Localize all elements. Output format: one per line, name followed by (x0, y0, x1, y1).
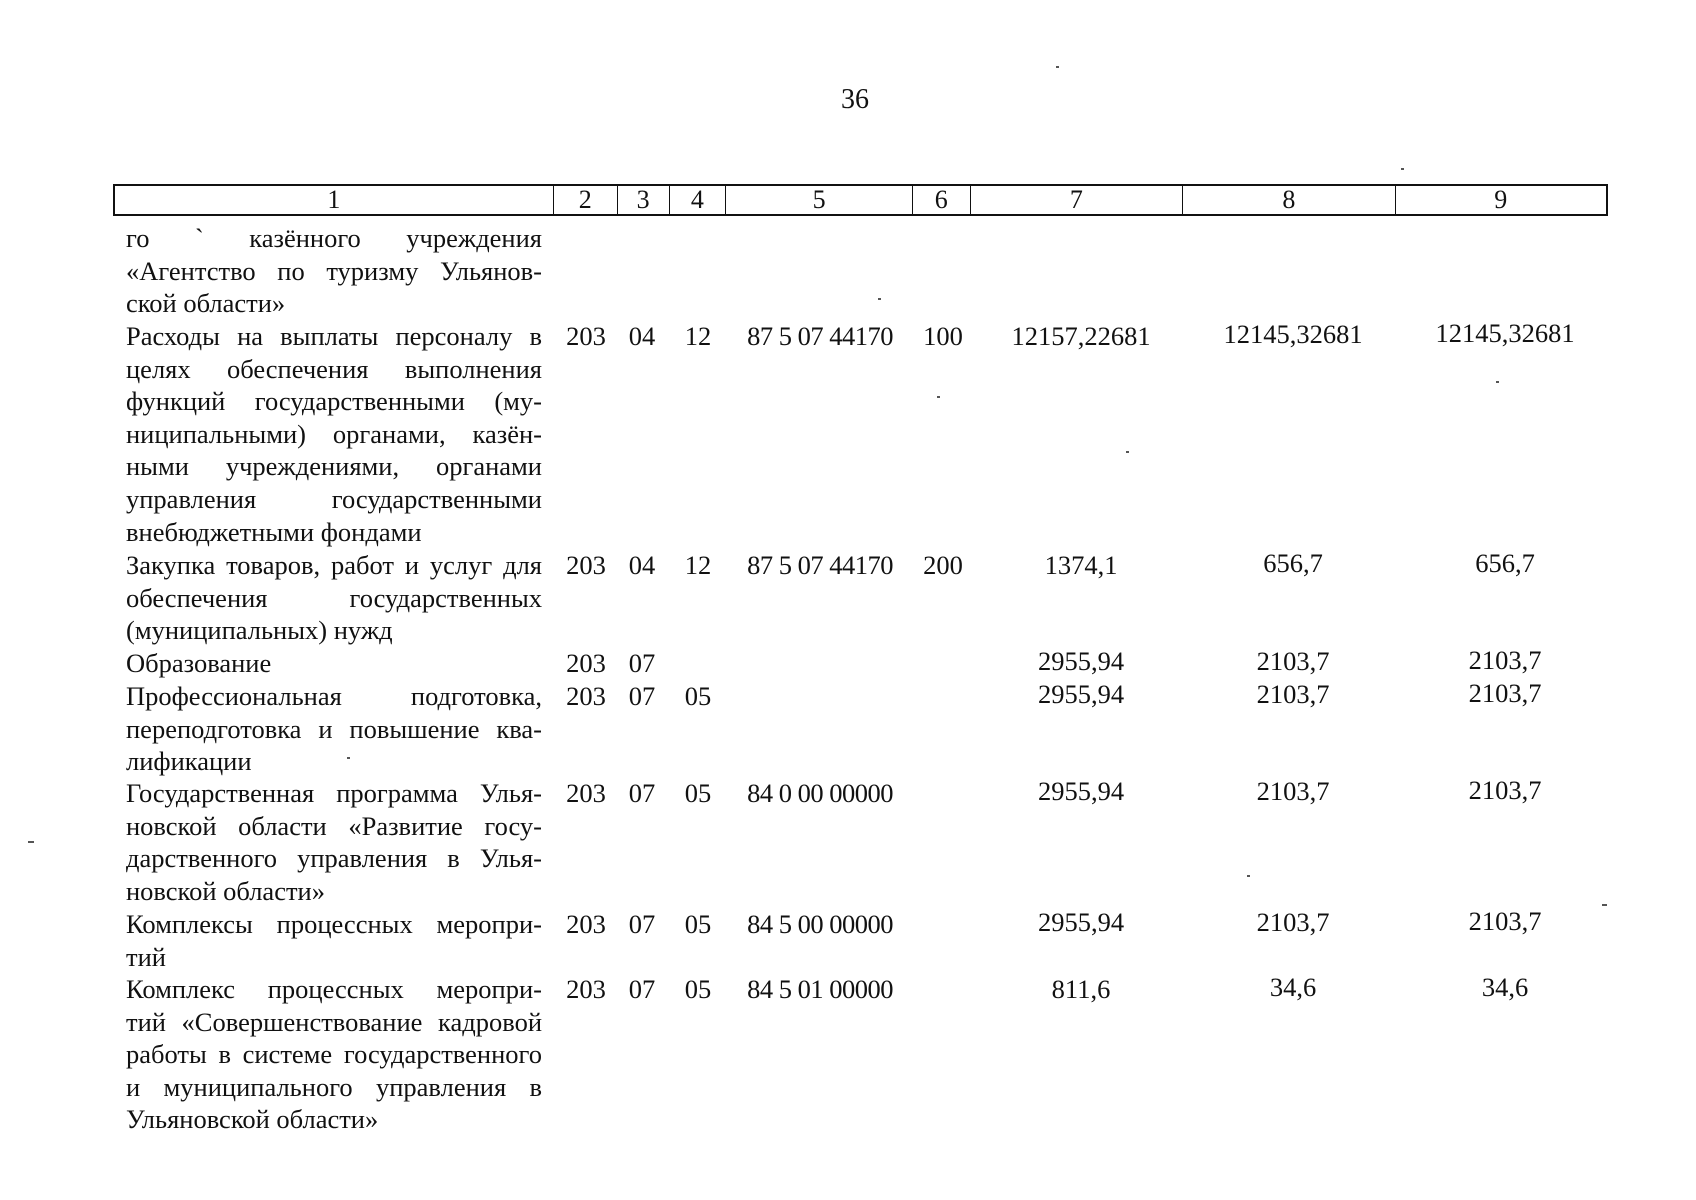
description-line: Государственная программа Улья- (126, 778, 542, 808)
column-header-row (113, 184, 1608, 216)
cell-col-3: 07 (628, 974, 656, 1004)
cell-col-3: 04 (628, 550, 656, 580)
cell-col-9: 2103,7 (1468, 645, 1542, 675)
cell-col-7: 2955,94 (1037, 646, 1125, 676)
description-line: (муниципальных) нужд (126, 615, 393, 646)
cell-col-5: 84 5 00 00000 (747, 909, 893, 939)
description-line: переподготовка и повышение ква- (126, 713, 542, 744)
cell-col-7: 2955,94 (1037, 679, 1125, 709)
cell-col-2: 203 (566, 909, 606, 939)
scan-speck (937, 396, 940, 398)
page-number: 36 (841, 84, 869, 115)
row-description (126, 908, 542, 973)
cell-col-7: 1374,1 (1044, 550, 1118, 580)
description-line: тий «Совершенствование кадровой (126, 1006, 542, 1037)
column-header-3: 3 (618, 186, 670, 214)
cell-col-4: 12 (684, 321, 712, 351)
description-line: Ульяновской области» (126, 1104, 379, 1135)
column-header-2: 2 (554, 186, 618, 214)
row-description (126, 680, 542, 778)
scan-speck (1602, 904, 1607, 906)
cell-col-8: 34,6 (1269, 972, 1317, 1002)
description-line: ской области» (126, 288, 286, 319)
description-line: работы в системе государственного (126, 1039, 542, 1070)
cell-col-9: 34,6 (1481, 972, 1529, 1002)
description-line: Профессиональная подготовка, (126, 681, 542, 711)
cell-col-3: 07 (628, 909, 656, 939)
description-line: лификации (126, 746, 252, 777)
row-description (126, 973, 542, 1136)
cell-col-4: 05 (684, 681, 712, 711)
description-line: «Агентство по туризму Ульянов- (126, 255, 542, 286)
scan-speck (28, 841, 34, 843)
cell-col-8: 2103,7 (1256, 646, 1330, 676)
row-description (126, 222, 542, 320)
scan-speck (878, 298, 881, 300)
cell-col-4: 12 (684, 550, 712, 580)
cell-col-2: 203 (566, 648, 606, 678)
cell-col-2: 203 (566, 681, 606, 711)
cell-col-5: 87 5 07 44170 (747, 550, 893, 580)
row-description (126, 777, 542, 907)
cell-col-2: 203 (566, 778, 606, 808)
cell-col-6: 200 (923, 550, 963, 580)
description-line: Образование (126, 648, 272, 678)
cell-col-9: 2103,7 (1468, 678, 1542, 708)
cell-col-7: 811,6 (1051, 974, 1111, 1004)
cell-col-3: 07 (628, 778, 656, 808)
description-line: тий (126, 941, 166, 972)
description-line: Расходы на выплаты персоналу в (126, 321, 542, 351)
cell-col-2: 203 (566, 321, 606, 351)
cell-col-8: 2103,7 (1256, 907, 1330, 937)
cell-col-8: 2103,7 (1256, 679, 1330, 709)
description-line: и муниципального управления в (126, 1071, 542, 1102)
scan-speck (1056, 66, 1059, 68)
column-header-6: 6 (913, 186, 971, 214)
cell-col-9: 2103,7 (1468, 775, 1542, 805)
cell-col-2: 203 (566, 550, 606, 580)
scan-speck (1247, 875, 1250, 877)
cell-col-4: 05 (684, 909, 712, 939)
description-line: дарственного управления в Улья- (126, 843, 542, 874)
cell-col-7: 2955,94 (1037, 776, 1125, 806)
description-line: новской области «Развитие госу- (126, 810, 542, 841)
cell-col-8: 12145,32681 (1223, 319, 1363, 349)
column-header-4: 4 (670, 186, 727, 214)
column-header-7: 7 (971, 186, 1183, 214)
description-line: Закупка товаров, работ и услуг для (126, 550, 542, 580)
row-description (126, 549, 542, 647)
description-line: функций государственными (му- (126, 386, 542, 417)
row-description (126, 647, 542, 680)
column-header-1: 1 (115, 186, 554, 214)
column-header-5: 5 (726, 186, 913, 214)
cell-col-8: 656,7 (1263, 548, 1323, 578)
cell-col-9: 12145,32681 (1435, 318, 1575, 348)
cell-col-4: 05 (684, 974, 712, 1004)
cell-col-3: 07 (628, 681, 656, 711)
cell-col-9: 2103,7 (1468, 906, 1542, 936)
scan-speck (1401, 168, 1404, 170)
cell-col-3: 07 (628, 648, 656, 678)
cell-col-4: 05 (684, 778, 712, 808)
description-line: Комплекс процессных меропри- (126, 974, 542, 1004)
cell-col-6: 100 (923, 321, 963, 351)
description-line: го ` казённого учреждения (126, 223, 542, 253)
cell-col-3: 04 (628, 321, 656, 351)
description-line: целях обеспечения выполнения (126, 353, 542, 384)
cell-col-2: 203 (566, 974, 606, 1004)
description-line: управления государственными (126, 483, 542, 514)
description-line: ниципальными) органами, казён- (126, 418, 542, 449)
scan-speck (347, 757, 350, 759)
cell-col-5: 84 0 00 00000 (747, 778, 893, 808)
column-header-8: 8 (1183, 186, 1395, 214)
cell-col-8: 2103,7 (1256, 776, 1330, 806)
description-line: внебюджетными фондами (126, 516, 422, 547)
cell-col-9: 656,7 (1475, 548, 1535, 578)
scan-speck (1496, 381, 1499, 383)
description-line: Комплексы процессных меропри- (126, 909, 542, 939)
scan-speck (1126, 451, 1129, 453)
description-line: новской области» (126, 875, 325, 906)
row-description (126, 320, 542, 548)
description-line: обеспечения государственных (126, 582, 542, 613)
description-line: ными учреждениями, органами (126, 451, 542, 482)
cell-col-7: 12157,22681 (1011, 321, 1151, 351)
cell-col-7: 2955,94 (1037, 907, 1125, 937)
column-header-9: 9 (1494, 185, 1508, 214)
cell-col-5: 87 5 07 44170 (747, 321, 893, 351)
cell-col-5: 84 5 01 00000 (747, 974, 893, 1004)
